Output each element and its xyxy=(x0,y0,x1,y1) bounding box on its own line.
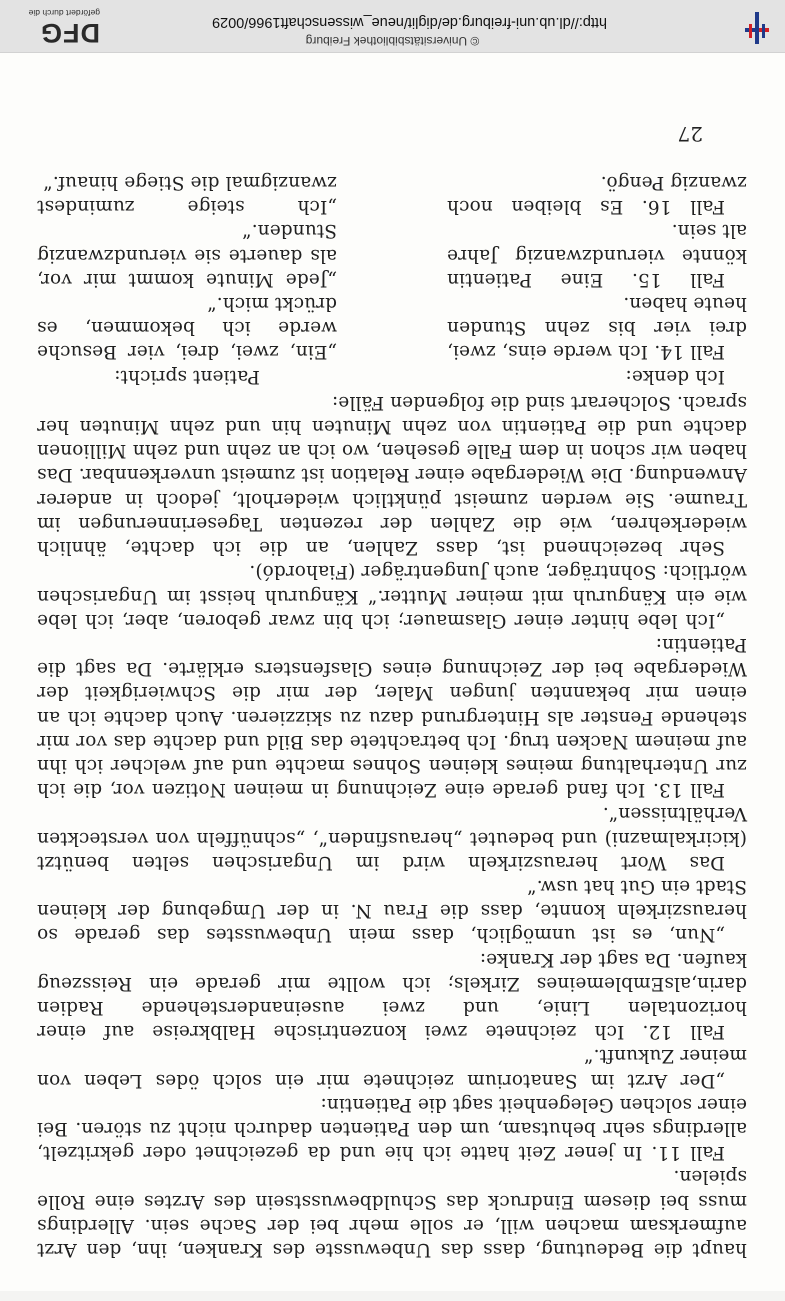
column-header-right: Patient spricht: xyxy=(114,365,260,387)
column-patient-spricht xyxy=(37,170,337,388)
column-header-left: Ich denke: xyxy=(625,365,725,387)
fall-15-right: „Jede Minute kommt mir vor, als dauerte sie vierundzwanzig Stunden.“ xyxy=(37,220,337,290)
dfg-logo-subtitle: gefördert durch die xyxy=(28,8,100,18)
quote-fall-11: „Der Arzt im Sanatorium zeichnete mir ein solch ödes Leben von meiner Zukunft.“ xyxy=(37,1045,747,1091)
paragraph-fall-12: Fall 12. Ich zeichnete zwei konzentrische Halbkreise auf einer horizontalen Linie, und zwei auseinanderstehende Radien darin,alsEmblemeines Zirkels; ich wollte mir gerade ein Reisszeug kaufen. Da sagt der Kranke: xyxy=(37,948,747,1043)
digitization-footer xyxy=(0,0,785,53)
column-ich-denke xyxy=(447,170,747,388)
fall-16-right: „Ich steige zumindest zwanzigmal die Stiege hinauf.“ xyxy=(37,172,337,218)
page-number: 27 xyxy=(677,122,703,146)
paragraph-fall-13: Fall 13. Ich fand gerade eine Zeichnung in meinen Notizen vor, die ich zur Unterhaltung meines kleinen Sohnes machte und auf welcher ich ihn auf meinem Nacken trug. Ich betrachtete das Bild und dachte das vor mir stehende Fenster als Hintergrund dazu zu skizzieren. Auch dachte ich an einen mir bekannten jungen Maler, der mir die Schwierigkeit der Wiedergabe bei der Zeichnung eines Glasfensters erklärte. Da sagt die Patientin: xyxy=(37,633,747,801)
paragraph-herauszirkeln: Das Wort herauszirkeln wird im Ungarischen selten benützt (kicirkalmazni) und bedeutet „herausfinden“, „schnüffeln von versteckten Verhältnissen“. xyxy=(37,803,747,873)
comparison-columns xyxy=(37,170,747,388)
paragraph-zahlen: Sehr bezeichnend ist, dass Zahlen, an die ich dachte, ähnlich wiederkehren, wie die Zahlen der rezenten Tageserinnerungen im Traume. Sie werden zumeist pünktlich wiederholt, jedoch in anderer Anwendung. Die Wiedergabe einer Relation ist zumeist unverkennbar. Das haben wir schon in dem Falle gesehen, wo ich an zehn und zehn Millionen dachte und die Patientin von zehn Minuten hin und zehn Minuten her sprach. Solcherart sind die folgenden Fälle: xyxy=(37,391,747,559)
fall-15-left: Fall 15. Eine Patientin könnte vierundzwanzig Jahre alt sein. xyxy=(447,220,747,290)
paragraph-fall-11: Fall 11. In jener Zeit hatte ich hie und da gezeichnet oder gekritzelt, allerdings sehr behutsam, um den Patienten dadurch nicht zu stören. Bei einer solchen Gelegenheit sagt die Patientin: xyxy=(37,1093,747,1164)
dfg-logo xyxy=(18,6,100,48)
paragraph-1: haupt die Bedeutung, dass das Unbewusste des Kranken, ihn, den Arzt aufmerksam machen will, er solle mehr bei der Sache sein. Allerdings muss bei diesem Eindruck das Schuldbewusstsein des Arztes eine Rolle spielen. xyxy=(37,1166,747,1260)
university-logo-icon xyxy=(743,10,771,46)
page-body xyxy=(37,170,747,1261)
quote-fall-13: „Ich lebe hinter einer Glasmauer; ich bin zwar geboren, aber, ich lebe wie ein Känguruh mit meiner Mutter.“ Känguruh heisst im Ungarischen wörtlich: Sohnträger, auch Jungenträger (Fiahordó). xyxy=(37,561,747,631)
quote-fall-12: „Nun, es ist unmöglich, dass mein Unbewusstes das gerade so herauszirkeln konnte, dass die Frau N. in der Umgebung der kleinen Stadt ein Gut hat usw.“ xyxy=(37,875,747,946)
fall-16-left: Fall 16. Es bleiben noch zwanzig Pengö. xyxy=(447,172,747,218)
dfg-logo-text: DFG xyxy=(40,18,100,48)
copyright-notice: © Universitätsbibliothek Freiburg xyxy=(305,34,480,48)
source-url-link[interactable]: http://dl.ub.uni-freiburg.de/diglit/neue_wissenschaft1966/0029 xyxy=(212,14,607,30)
scan-edge xyxy=(0,1291,785,1301)
fall-14-right: „Ein, zwei, drei, vier Besuche werde ich bekommen, es drückt mich.“ xyxy=(37,293,337,363)
fall-14-left: Fall 14. Ich werde eins, zwei, drei vier bis zehn Stunden heute haben. xyxy=(447,293,747,363)
